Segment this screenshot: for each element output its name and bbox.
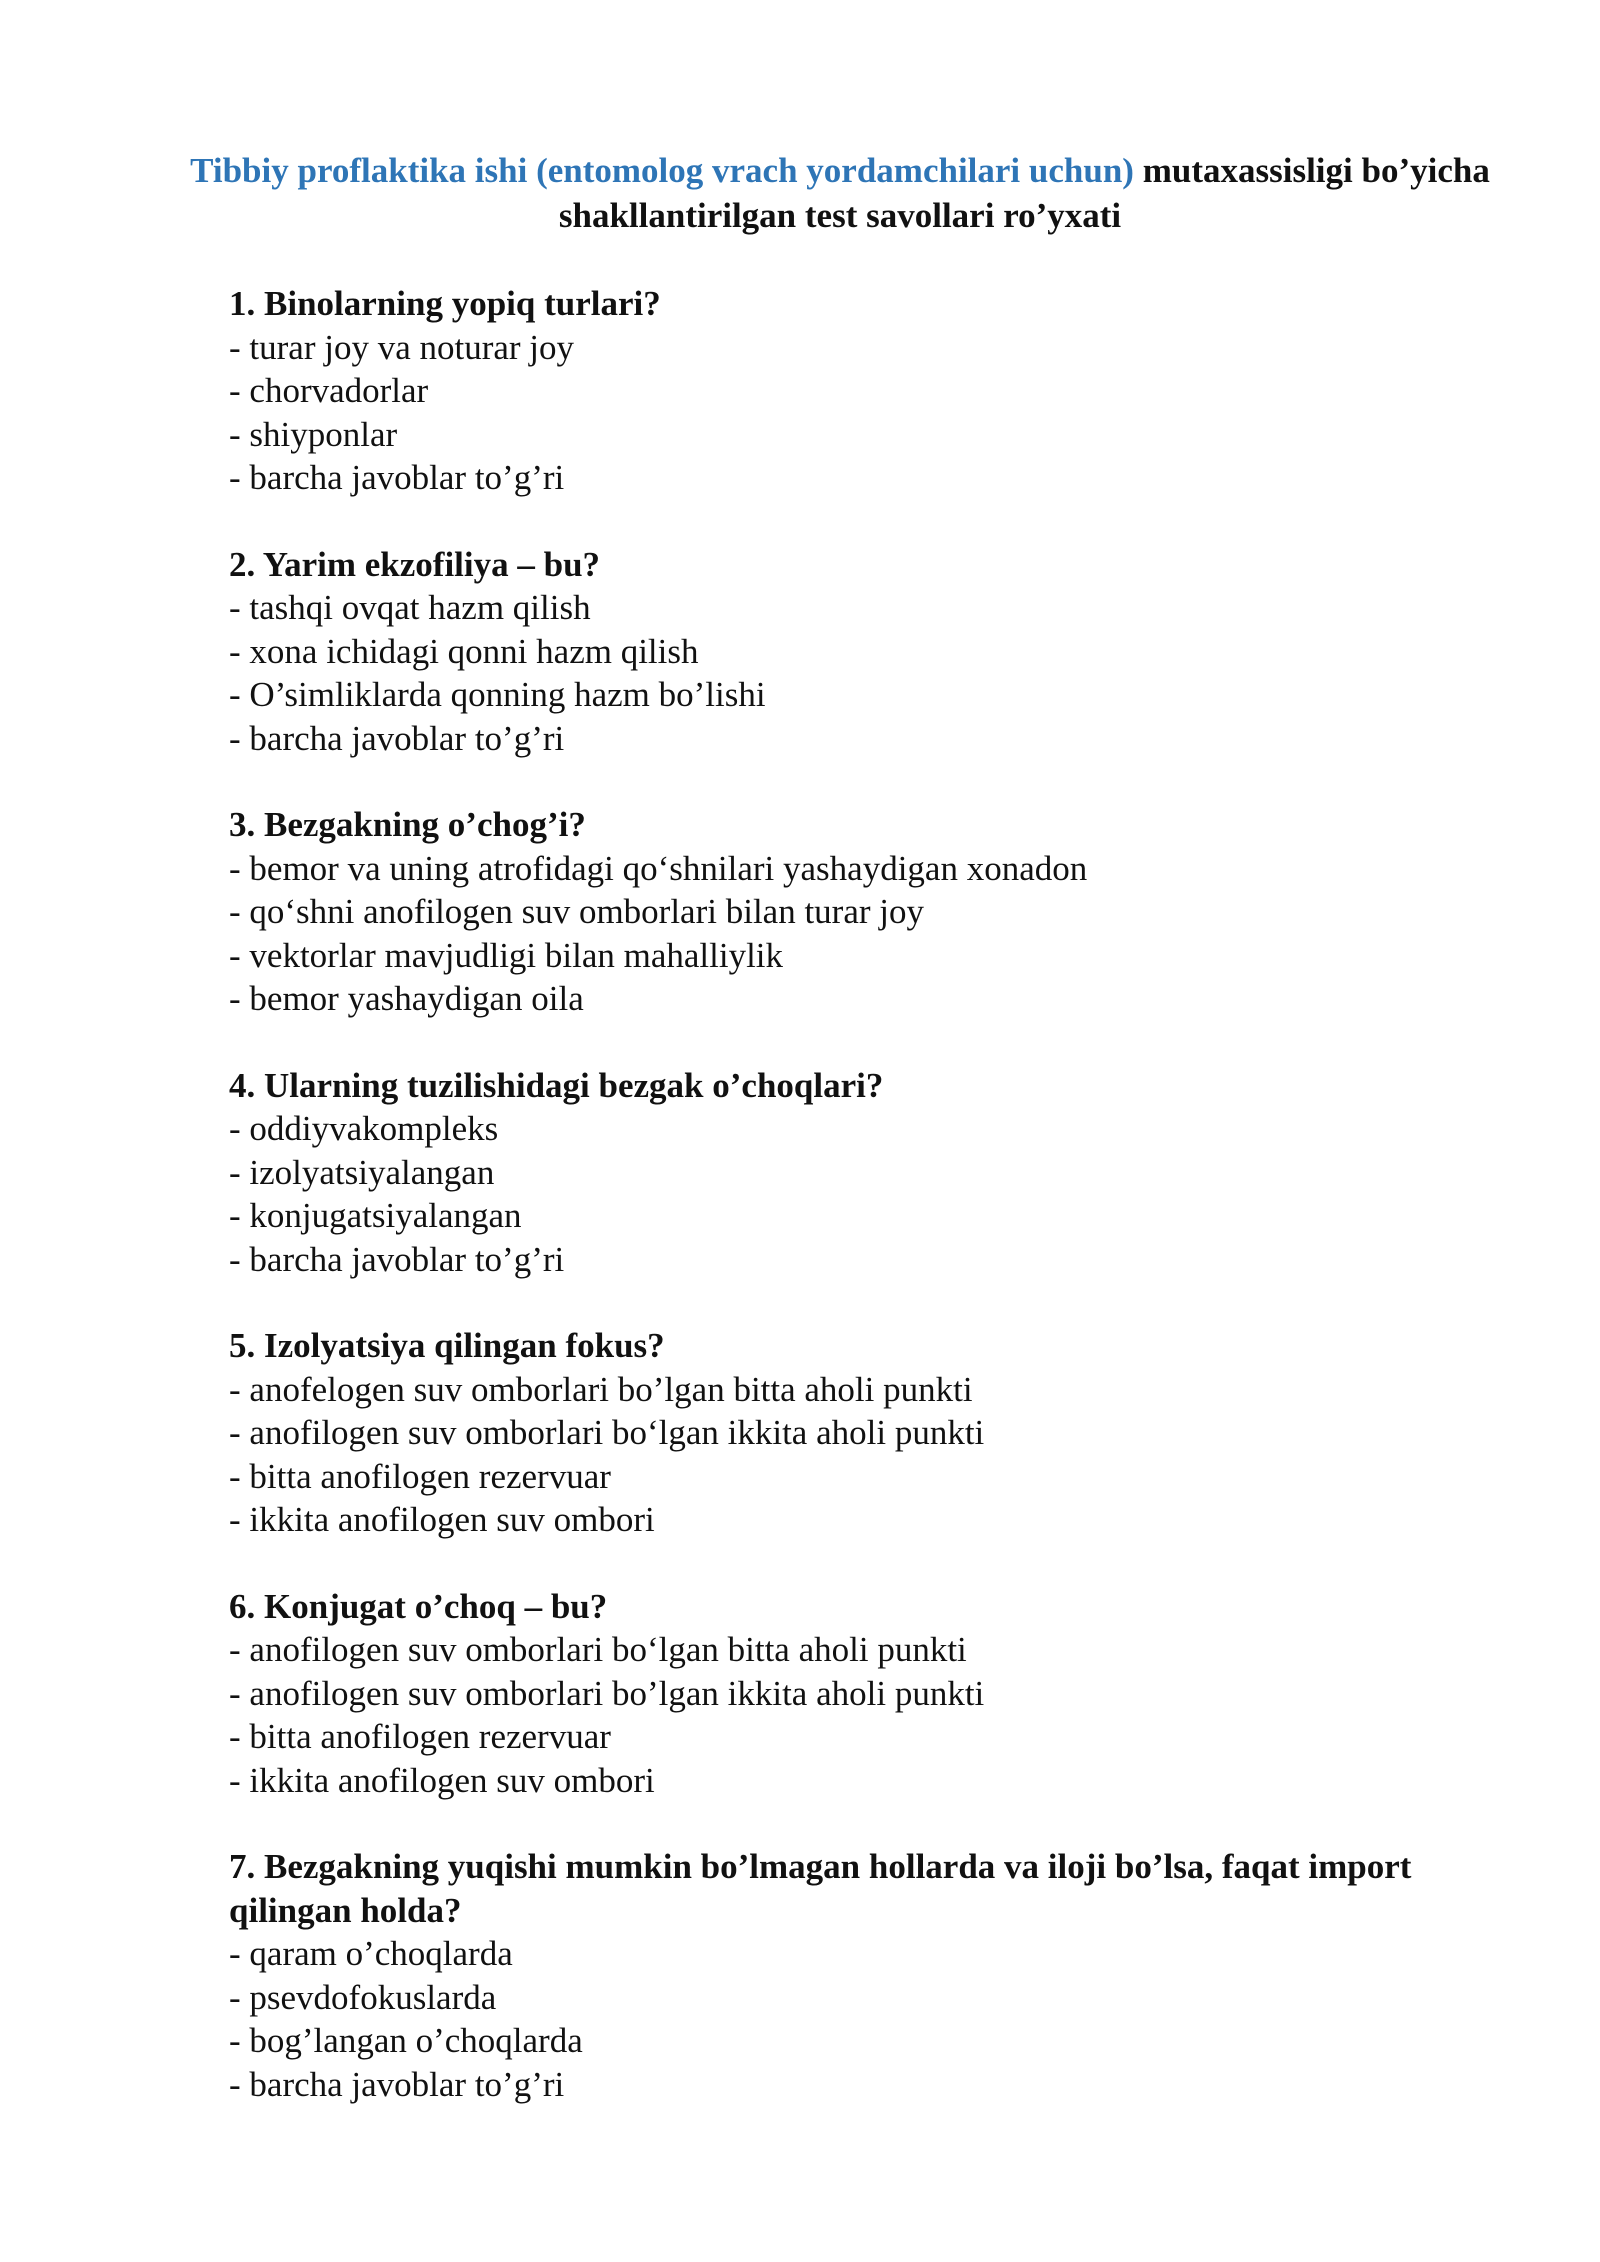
answer-option: - anofelogen suv omborlari bo’lgan bitta aholi punkti bbox=[229, 1369, 973, 1409]
question-text: 6. Konjugat o’choq – bu? bbox=[229, 1586, 608, 1626]
title-accent-text: Tibbiy proflaktika ishi (entomolog vrach yordamchilari uchun) bbox=[190, 151, 1134, 190]
option-list bbox=[229, 586, 1459, 760]
answer-option: - psevdofokuslarda bbox=[229, 1977, 497, 2017]
option-list bbox=[229, 1932, 1459, 2106]
question-4 bbox=[229, 1064, 1459, 1282]
question-6 bbox=[229, 1585, 1459, 1803]
option-list bbox=[229, 847, 1459, 1021]
answer-option: - bog’langan o’choqlarda bbox=[229, 2021, 583, 2060]
answer-option: - ikkita anofilogen suv ombori bbox=[229, 1760, 655, 1800]
question-list bbox=[229, 282, 1459, 2149]
option-list bbox=[229, 1368, 1459, 1542]
question-text: 4. Ularning tuzilishidagi bezgak o’choqlari? bbox=[229, 1065, 884, 1105]
question-text: 7. Bezgakning yuqishi mumkin bo’lmagan hollarda va iloji bo’lsa, faqat import qilingan holda? bbox=[229, 1847, 1412, 1930]
answer-option: - chorvadorlar bbox=[229, 371, 429, 410]
answer-option: - oddiyvakompleks bbox=[229, 1109, 499, 1148]
answer-option: - barcha javoblar to’g’ri bbox=[229, 2064, 565, 2104]
option-list bbox=[229, 1628, 1459, 1802]
question-text: 1. Binolarning yopiq turlari? bbox=[229, 284, 661, 323]
question-5 bbox=[229, 1324, 1459, 1542]
answer-option: - anofilogen suv omborlari bo’lgan ikkita aholi punkti bbox=[229, 1673, 985, 1713]
answer-option: - qaram o’choqlarda bbox=[229, 1934, 513, 1973]
answer-option: - anofilogen suv omborlari bo‘lgan ikkita aholi punkti bbox=[229, 1413, 985, 1452]
option-list bbox=[229, 1107, 1459, 1281]
question-3 bbox=[229, 803, 1459, 1021]
question-text: 5. Izolyatsiya qilingan fokus? bbox=[229, 1326, 665, 1365]
answer-option: - izolyatsiyalangan bbox=[229, 1152, 495, 1192]
answer-option: - bemor yashaydigan oila bbox=[229, 979, 584, 1018]
answer-option: - barcha javoblar to’g’ri bbox=[229, 458, 565, 497]
question-1 bbox=[229, 282, 1459, 500]
answer-option: - bitta anofilogen rezervuar bbox=[229, 1456, 611, 1496]
title-rest-text: mutaxassisligi bo’yicha shakllantirilgan test savollari ro’yxati bbox=[558, 151, 1490, 235]
question-text: 2. Yarim ekzofiliya – bu? bbox=[229, 544, 601, 584]
answer-option: - konjugatsiyalangan bbox=[229, 1196, 522, 1235]
option-list bbox=[229, 326, 1459, 500]
answer-option: - barcha javoblar to’g’ri bbox=[229, 718, 565, 758]
answer-option: - vektorlar mavjudligi bilan mahalliylik bbox=[229, 935, 784, 975]
answer-option: - barcha javoblar to’g’ri bbox=[229, 1239, 565, 1279]
answer-option: - O’simliklarda qonning hazm bo’lishi bbox=[229, 675, 766, 714]
answer-option: - anofilogen suv omborlari bo‘lgan bitta aholi punkti bbox=[229, 1630, 967, 1669]
answer-option: - bemor va uning atrofidagi qo‘shnilari yashaydigan xonadon bbox=[229, 848, 1088, 888]
answer-option: - turar joy va noturar joy bbox=[229, 327, 575, 367]
answer-option: - ikkita anofilogen suv ombori bbox=[229, 1500, 655, 1539]
answer-option: - shiyponlar bbox=[229, 414, 398, 454]
answer-option: - qo‘shni anofilogen suv omborlari bilan turar joy bbox=[229, 892, 924, 931]
answer-option: - bitta anofilogen rezervuar bbox=[229, 1717, 611, 1756]
answer-option: - tashqi ovqat hazm qilish bbox=[229, 588, 591, 627]
document-title bbox=[180, 148, 1500, 238]
question-2 bbox=[229, 543, 1459, 761]
answer-option: - xona ichidagi qonni hazm qilish bbox=[229, 631, 699, 671]
question-text: 3. Bezgakning o’chog’i? bbox=[229, 805, 586, 844]
question-7 bbox=[229, 1845, 1459, 2106]
